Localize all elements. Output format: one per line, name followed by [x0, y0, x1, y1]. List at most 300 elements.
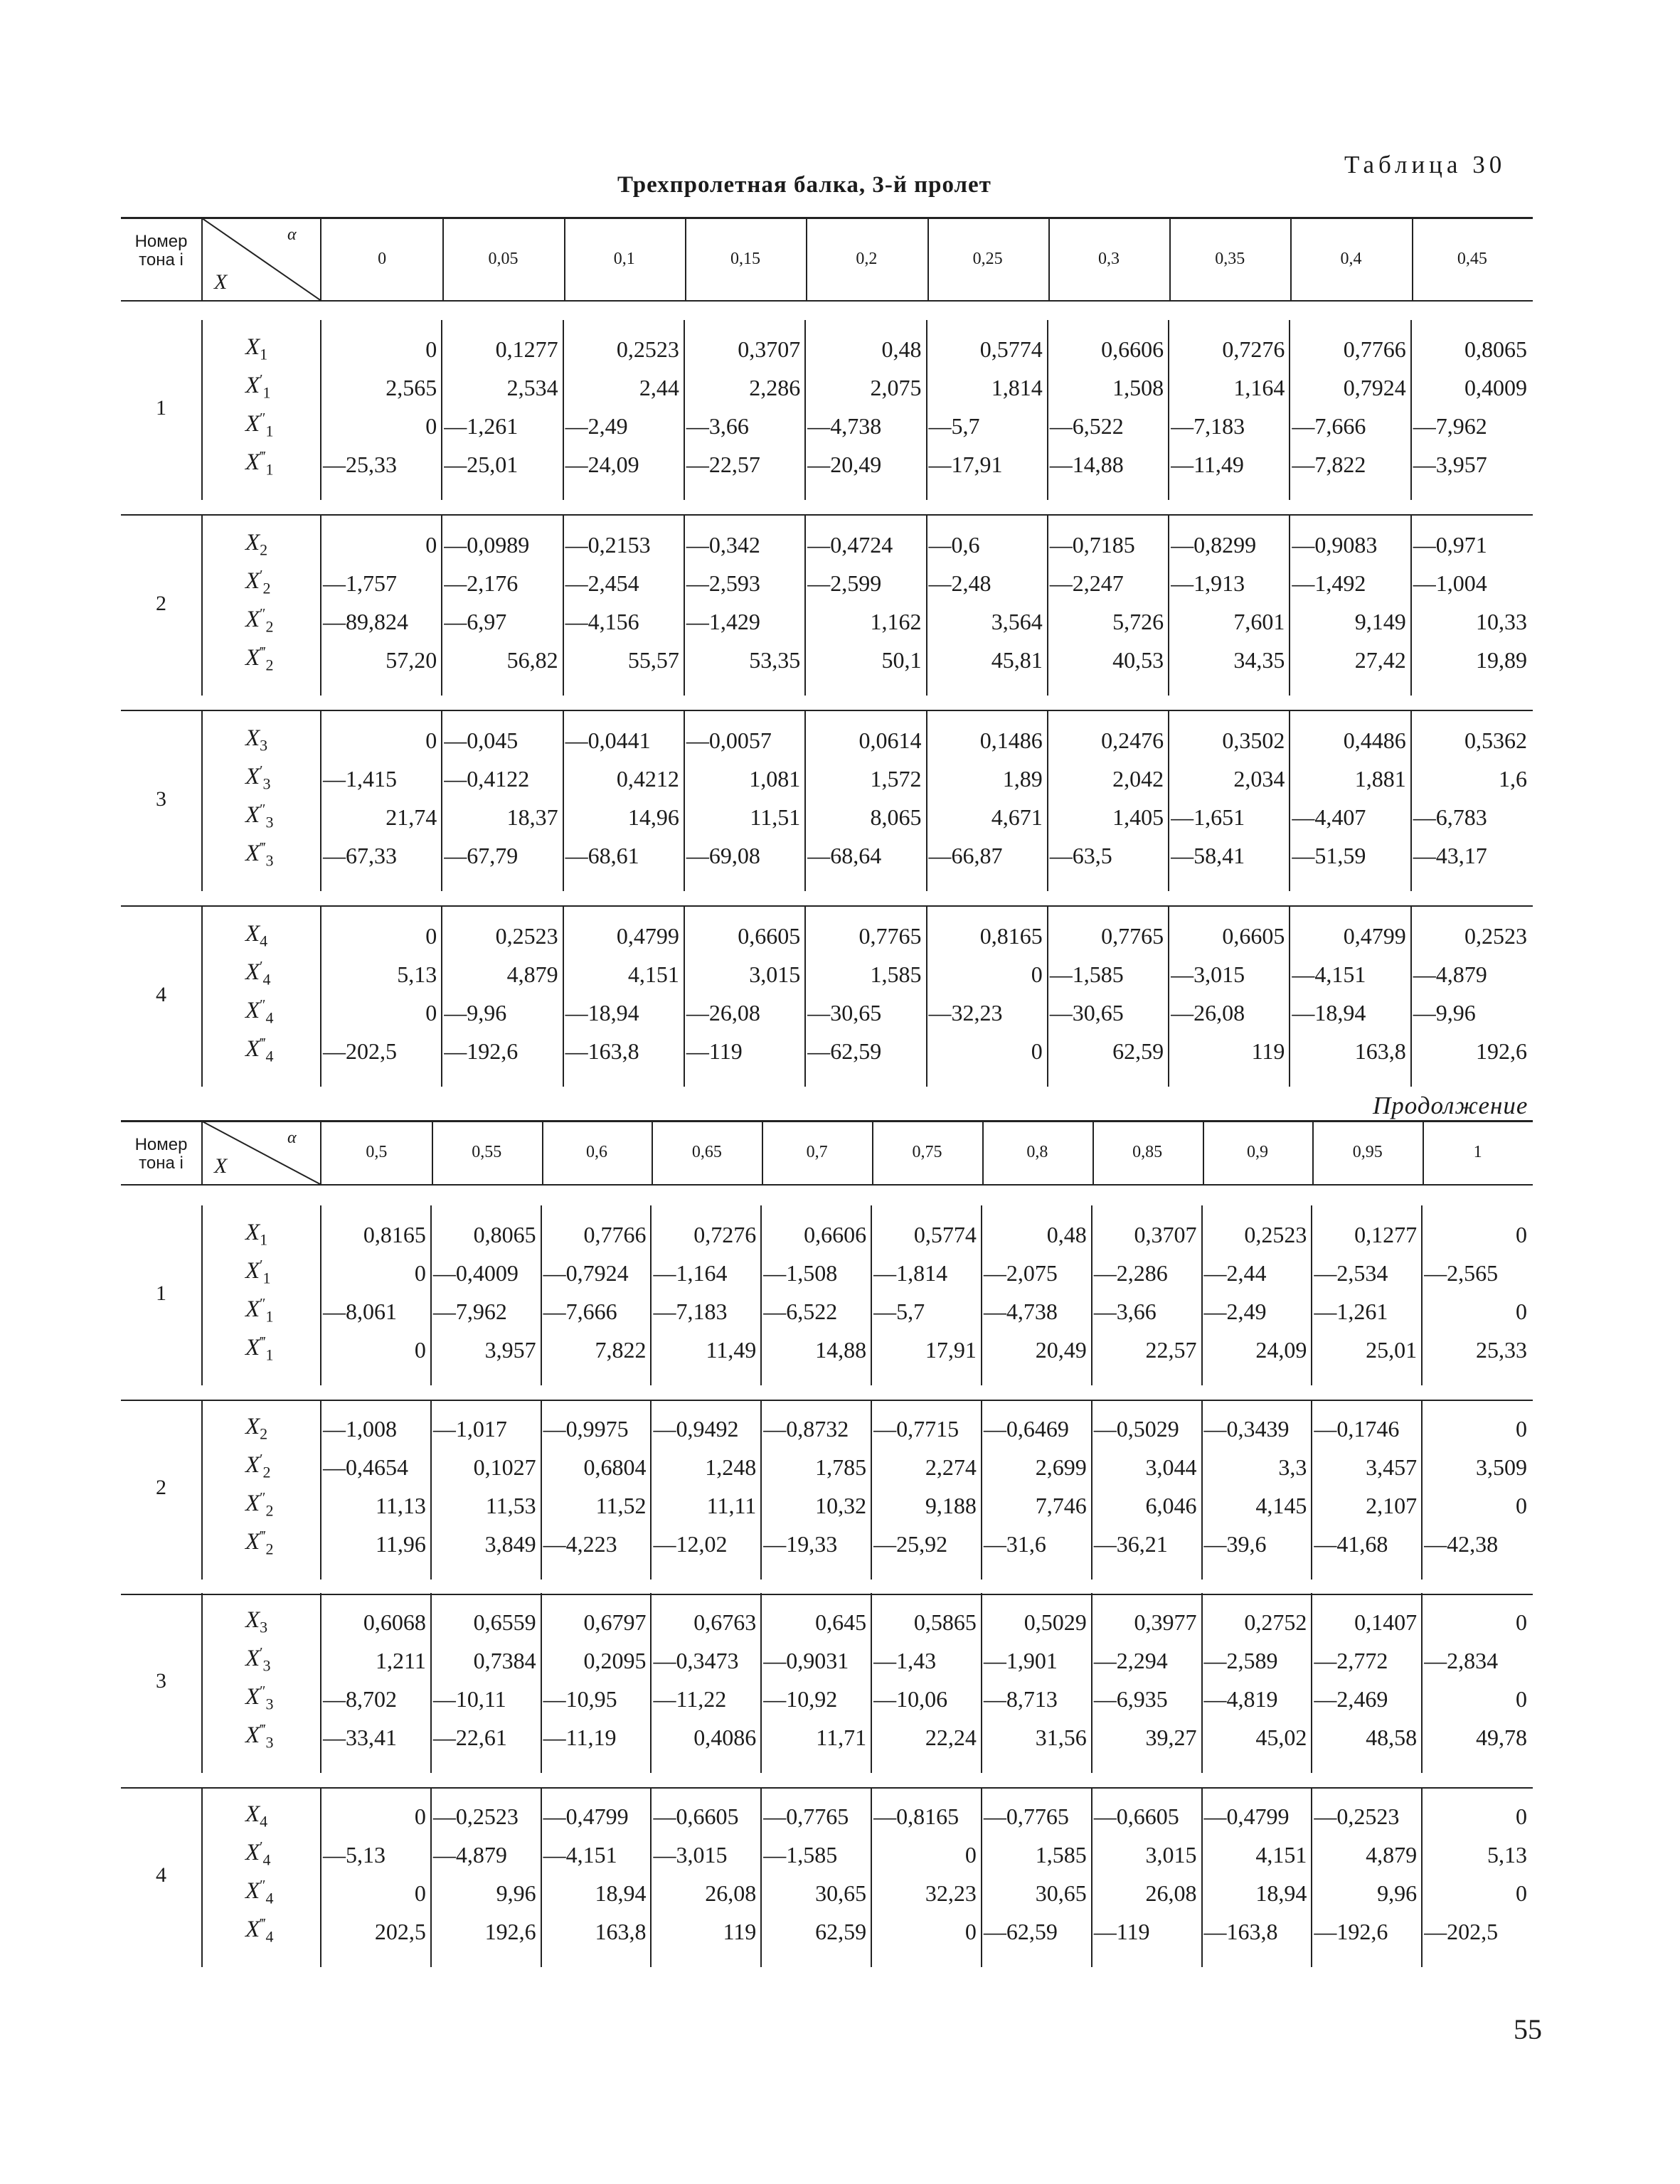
- x-column-label: X: [214, 1154, 228, 1178]
- table-cell: 2,534: [506, 375, 558, 400]
- table-cell: 14,96: [627, 804, 679, 830]
- table-cell: 0,4009: [1464, 375, 1527, 400]
- row-label-index: 2: [262, 1463, 271, 1481]
- alpha-header-cell: 0,5: [366, 1143, 388, 1161]
- row-label-index: 3: [262, 774, 271, 793]
- header-separator: [652, 1120, 653, 1184]
- table-cell: —0,342: [686, 532, 760, 558]
- column-separator: [541, 1400, 542, 1580]
- table-cell: —30,65: [807, 1000, 882, 1026]
- table-cell: 0,7766: [583, 1222, 647, 1247]
- row-label-index: 4: [262, 970, 271, 989]
- table-cell: 3,457: [1366, 1454, 1418, 1480]
- table-cell: 0,2095: [583, 1648, 647, 1673]
- table-cell: —6,783: [1413, 804, 1487, 830]
- table-cell: 3,015: [1145, 1842, 1197, 1868]
- table-cell: 31,56: [1035, 1725, 1087, 1750]
- table-cell: 25,33: [1475, 1337, 1527, 1363]
- table-cell: —62,59: [983, 1919, 1058, 1944]
- table-cell: 1,881: [1354, 766, 1406, 792]
- table-cell: 49,78: [1475, 1725, 1527, 1750]
- table-cell: —66,87: [928, 843, 1003, 868]
- table-cell: —0,1746: [1314, 1416, 1400, 1442]
- row-label-base: X: [245, 1607, 260, 1633]
- alpha-label: α: [287, 225, 297, 244]
- column-separator: [1421, 1400, 1423, 1580]
- column-separator: [201, 1400, 203, 1580]
- table-cell: 0,7276: [1222, 336, 1285, 362]
- table-cell: —6,522: [1049, 413, 1124, 439]
- table-cell: —2,565: [1424, 1260, 1499, 1286]
- column-separator: [1091, 1593, 1092, 1773]
- column-separator: [430, 1400, 432, 1580]
- table-cell: 0,2523: [1244, 1222, 1307, 1247]
- table-cell: —0,8299: [1171, 532, 1257, 558]
- table-cell: 10,33: [1475, 609, 1527, 634]
- table-cell: —0,8732: [763, 1416, 849, 1442]
- table-cell: 1,785: [815, 1454, 867, 1480]
- table-cell: 2,042: [1112, 766, 1164, 792]
- table-cell: 0,1277: [495, 336, 558, 362]
- column-separator: [1311, 1787, 1312, 1967]
- table-cell: 7,746: [1035, 1493, 1087, 1518]
- table-cell: —26,08: [1171, 1000, 1245, 1026]
- alpha-header-cell: 0,35: [1215, 249, 1245, 268]
- table-cell: —0,7715: [873, 1416, 959, 1442]
- header-separator: [1092, 1120, 1094, 1184]
- table-cell: 0,2476: [1101, 728, 1164, 753]
- table-cell: —3,015: [653, 1842, 728, 1868]
- table-cell: —22,57: [686, 452, 760, 477]
- alpha-header-cell: 0,85: [1132, 1143, 1163, 1161]
- row-label: [245, 1296, 274, 1326]
- table-cell: —7,962: [1413, 413, 1487, 439]
- row-label-base: X: [245, 373, 260, 398]
- row-label-prime: ′: [260, 1451, 263, 1467]
- table-cell: —11,22: [653, 1686, 727, 1712]
- column-separator: [1091, 1400, 1092, 1580]
- row-label: [245, 1451, 271, 1482]
- table-cell: 0: [1515, 1416, 1527, 1442]
- header-separator: [982, 1120, 984, 1184]
- column-separator: [871, 1205, 872, 1385]
- table-cell: —7,666: [543, 1299, 617, 1324]
- row-label-index: 2: [260, 1424, 268, 1443]
- table-cell: 0: [425, 336, 437, 362]
- table-cell: 11,53: [485, 1493, 536, 1518]
- table-cell: —2,286: [1093, 1260, 1168, 1286]
- row-label-index: 2: [260, 540, 268, 559]
- column-separator: [981, 1593, 982, 1773]
- table-cell: 2,034: [1233, 766, 1285, 792]
- column-separator: [320, 1787, 321, 1967]
- table-cell: 45,81: [991, 647, 1043, 673]
- table-cell: 39,27: [1145, 1725, 1197, 1750]
- table-cell: —67,79: [444, 843, 519, 868]
- table-cell: —1,415: [323, 766, 397, 792]
- table-cell: —42,38: [1424, 1531, 1499, 1557]
- table-cell: —31,6: [983, 1531, 1046, 1557]
- row-label-prime: ‴: [260, 1722, 266, 1737]
- row-label-base: X: [245, 1917, 260, 1942]
- row-label-base: X: [245, 1878, 260, 1904]
- column-separator: [650, 1593, 652, 1773]
- table-cell: 0,8165: [979, 923, 1043, 949]
- table-cell: 53,35: [749, 647, 801, 673]
- row-label-base: X: [245, 334, 260, 360]
- row-label-index: 1: [262, 383, 271, 402]
- table-cell: 192,6: [1475, 1038, 1527, 1064]
- table-cell: —2,593: [686, 570, 760, 596]
- table-cell: —0,4724: [807, 532, 893, 558]
- table-cell: —18,94: [1292, 1000, 1366, 1026]
- table-cell: 7,601: [1233, 609, 1285, 634]
- alpha-header-cell: 0,8: [1026, 1143, 1048, 1161]
- table-cell: —67,33: [323, 843, 397, 868]
- table-cell: 0,6068: [363, 1609, 426, 1635]
- tone-number: 1: [156, 1282, 166, 1305]
- table-cell: —1,585: [763, 1842, 838, 1868]
- row-label-base: X: [245, 449, 260, 475]
- table-cell: —89,824: [323, 609, 408, 634]
- table-cell: —0,0057: [686, 728, 772, 753]
- alpha-header-cell: 1: [1473, 1143, 1482, 1161]
- table-cell: —20,49: [807, 452, 882, 477]
- table-cell: 45,02: [1255, 1725, 1307, 1750]
- row-label-index: 2: [265, 617, 274, 636]
- table-cell: 4,879: [1366, 1842, 1418, 1868]
- table-cell: 26,08: [1145, 1880, 1197, 1906]
- header-separator: [320, 1120, 321, 1184]
- table-cell: —51,59: [1292, 843, 1366, 868]
- column-separator: [760, 1593, 762, 1773]
- alpha-header-cell: 0,7: [806, 1143, 828, 1161]
- table-cell: 32,23: [925, 1880, 977, 1906]
- row-label: [245, 1490, 274, 1520]
- table-cell: —36,21: [1093, 1531, 1168, 1557]
- table-cell: 0,7765: [858, 923, 922, 949]
- column-separator: [430, 1787, 432, 1967]
- table-cell: 0,645: [815, 1609, 867, 1635]
- table-cell: —5,7: [873, 1299, 925, 1324]
- column-separator: [1421, 1787, 1423, 1967]
- header-separator: [432, 1120, 433, 1184]
- table-cell: 1,572: [870, 766, 922, 792]
- table-cell: 0,5029: [1024, 1609, 1087, 1635]
- table-cell: —2,49: [565, 413, 628, 439]
- table-cell: 0,2523: [616, 336, 679, 362]
- row-label-index: 4: [262, 1850, 271, 1869]
- column-separator: [871, 1400, 872, 1580]
- row-label-index: 1: [262, 1269, 271, 1287]
- row-label-base: X: [245, 645, 260, 671]
- table-cell: 0: [414, 1880, 426, 1906]
- table-cell: —1,43: [873, 1648, 937, 1673]
- table-cell: 11,49: [706, 1337, 757, 1363]
- column-separator: [981, 1787, 982, 1967]
- table-cell: 0: [1515, 1222, 1527, 1247]
- table-cell: 2,286: [749, 375, 801, 400]
- tone-number: 4: [156, 983, 166, 1006]
- row-label: [245, 1722, 274, 1752]
- table-cell: —6,522: [763, 1299, 838, 1324]
- table-cell: —2,48: [928, 570, 991, 596]
- row-label-prime: ′: [260, 1645, 263, 1661]
- table-cell: 56,82: [506, 647, 558, 673]
- table-cell: 62,59: [1112, 1038, 1164, 1064]
- table-cell: —0,3439: [1203, 1416, 1290, 1442]
- row-label: [245, 1257, 271, 1288]
- column-separator: [201, 1787, 203, 1967]
- group-separator-rule: [121, 1594, 1533, 1595]
- table-cell: 24,09: [1255, 1337, 1307, 1363]
- table-cell: —10,06: [873, 1686, 948, 1712]
- alpha-header-cell: 0,55: [472, 1143, 502, 1161]
- table-cell: 2,699: [1035, 1454, 1087, 1480]
- table-cell: —0,4654: [323, 1454, 408, 1480]
- row-label-base: X: [245, 921, 260, 947]
- table-cell: —7,822: [1292, 452, 1366, 477]
- tone-number-header: [121, 1136, 201, 1173]
- table-cell: —10,95: [543, 1686, 617, 1712]
- alpha-header-cell: 0,75: [912, 1143, 942, 1161]
- row-label-index: 3: [262, 1656, 271, 1675]
- row-label-base: X: [245, 841, 260, 866]
- table-cell: —18,94: [565, 1000, 639, 1026]
- table-cell: 0,3502: [1222, 728, 1285, 753]
- table-cell: —2,469: [1314, 1686, 1388, 1712]
- table-cell: 26,08: [705, 1880, 757, 1906]
- table-cell: 119: [1251, 1038, 1285, 1064]
- table-cell: 0,1277: [1354, 1222, 1418, 1247]
- table-cell: 0,6605: [738, 923, 801, 949]
- alpha-header-cell: 0,3: [1097, 249, 1120, 268]
- table-cell: —69,08: [686, 843, 760, 868]
- tone-header-line: тона i: [139, 250, 184, 270]
- table-cell: —8,702: [323, 1686, 397, 1712]
- table-cell: —10,11: [432, 1686, 506, 1712]
- table-cell: 11,52: [595, 1493, 647, 1518]
- row-label-index: 4: [265, 1927, 274, 1946]
- table-cell: 1,405: [1112, 804, 1164, 830]
- table-cell: —3,015: [1171, 962, 1245, 987]
- column-separator: [760, 1787, 762, 1967]
- table-cell: 0: [425, 413, 437, 439]
- column-separator: [1311, 1400, 1312, 1580]
- table-cell: 9,188: [925, 1493, 977, 1518]
- row-label-base: X: [245, 1036, 260, 1062]
- table-cell: 0,4486: [1343, 728, 1406, 753]
- row-label-base: X: [245, 1296, 260, 1322]
- table-cell: —6,97: [444, 609, 507, 634]
- table-cell: 192,6: [484, 1919, 536, 1944]
- table-cell: —0,9031: [763, 1648, 849, 1673]
- tone-number: 4: [156, 1863, 166, 1887]
- table-cell: 48,58: [1366, 1725, 1418, 1750]
- row-label-base: X: [245, 998, 260, 1023]
- table-cell: 4,151: [1255, 1842, 1307, 1868]
- table-cell: 0,7276: [693, 1222, 757, 1247]
- table-cell: —0,4009: [432, 1260, 519, 1286]
- row-label-prime: ″: [260, 1296, 266, 1311]
- table-cell: —4,156: [565, 609, 639, 634]
- table-cell: —7,666: [1292, 413, 1366, 439]
- tone-number: 2: [156, 1476, 166, 1499]
- table-cell: —32,23: [928, 1000, 1003, 1026]
- row-label-base: X: [245, 1414, 260, 1439]
- row-label: [245, 1916, 274, 1946]
- table-cell: —0,4799: [1203, 1804, 1290, 1829]
- alpha-header-cell: 0,1: [613, 249, 635, 268]
- column-separator: [1311, 1205, 1312, 1385]
- table-cell: —9,96: [444, 1000, 507, 1026]
- row-label-base: X: [245, 1722, 260, 1748]
- table-cell: 5,13: [397, 962, 437, 987]
- table-cell: 11,51: [750, 804, 801, 830]
- table-cell: 0: [1515, 1493, 1527, 1518]
- row-label-index: 1: [260, 345, 268, 363]
- table-cell: 0,5774: [979, 336, 1043, 362]
- table-cell: —0,0989: [444, 532, 530, 558]
- tone-header-line: Номер: [134, 1135, 188, 1154]
- alpha-header-cell: 0,6: [586, 1143, 608, 1161]
- table-cell: 30,65: [815, 1880, 867, 1906]
- column-separator: [201, 1205, 203, 1385]
- row-label-prime: ″: [260, 997, 266, 1013]
- row-label-base: X: [245, 1335, 260, 1360]
- row-label-index: 1: [265, 422, 274, 440]
- column-separator: [1311, 1593, 1312, 1773]
- table-cell: 0: [1515, 1804, 1527, 1829]
- table-cell: —0,7924: [543, 1260, 629, 1286]
- page-number: 55: [1514, 2013, 1542, 2045]
- table-cell: —1,913: [1171, 570, 1245, 596]
- row-label: [245, 1801, 267, 1831]
- row-label-base: X: [245, 802, 260, 828]
- table-cell: —163,8: [565, 1038, 639, 1064]
- table-cell: 1,585: [1035, 1842, 1087, 1868]
- table-cell: —192,6: [1314, 1919, 1388, 1944]
- alpha-label: α: [287, 1129, 297, 1147]
- alpha-header-cell: 0,45: [1457, 249, 1487, 268]
- row-label: [245, 1528, 274, 1559]
- table-top-rule: [121, 1120, 1533, 1122]
- column-separator: [541, 1205, 542, 1385]
- table-cell: 50,1: [881, 647, 922, 673]
- row-label-index: 2: [265, 1540, 274, 1558]
- table-cell: 0: [425, 728, 437, 753]
- table-cell: 1,248: [705, 1454, 757, 1480]
- table-cell: 3,044: [1145, 1454, 1197, 1480]
- row-label-base: X: [245, 1646, 260, 1671]
- row-label-base: X: [245, 959, 260, 985]
- column-separator: [1201, 1400, 1203, 1580]
- table-cell: —19,33: [763, 1531, 838, 1557]
- table-cell: 0,3707: [1134, 1222, 1197, 1247]
- table-cell: 0: [414, 1260, 426, 1286]
- table-cell: —1,261: [1314, 1299, 1388, 1324]
- row-label-index: 1: [260, 1230, 268, 1249]
- table-cell: —1,508: [763, 1260, 838, 1286]
- table-cell: 4,879: [506, 962, 558, 987]
- table-cell: —119: [1093, 1919, 1150, 1944]
- table-cell: 1,508: [1112, 375, 1164, 400]
- header-separator: [872, 1120, 873, 1184]
- column-separator: [541, 1787, 542, 1967]
- table-cell: 11,11: [706, 1493, 757, 1518]
- table-cell: —5,13: [323, 1842, 386, 1868]
- table-cell: —30,65: [1049, 1000, 1124, 1026]
- table-cell: —12,02: [653, 1531, 728, 1557]
- table-cell: —0,5029: [1093, 1416, 1179, 1442]
- table-cell: —7,183: [653, 1299, 728, 1324]
- table-cell: 0,48: [881, 336, 922, 362]
- alpha-header-cell: 0,9: [1246, 1143, 1268, 1161]
- row-label-base: X: [245, 530, 260, 555]
- alpha-header-cell: 0,25: [972, 249, 1003, 268]
- row-label-prime: ′: [260, 372, 263, 388]
- table-cell: 9,96: [1377, 1880, 1418, 1906]
- table-cell: —0,9083: [1292, 532, 1378, 558]
- table-cell: —0,045: [444, 728, 519, 753]
- table-cell: 0,48: [1046, 1222, 1087, 1247]
- table-cell: —22,61: [432, 1725, 507, 1750]
- row-label-prime: ‴: [260, 840, 266, 856]
- table-cell: —25,01: [444, 452, 519, 477]
- table-cell: 0: [414, 1337, 426, 1363]
- table-cell: 0: [425, 923, 437, 949]
- table-cell: —1,164: [653, 1260, 728, 1286]
- column-separator: [1421, 1205, 1423, 1385]
- table-cell: 0: [1031, 1038, 1043, 1064]
- table-cell: 19,89: [1475, 647, 1527, 673]
- table-cell: —0,971: [1413, 532, 1487, 558]
- table-cell: 202,5: [374, 1919, 426, 1944]
- column-separator: [430, 1593, 432, 1773]
- table-cell: 0,6797: [583, 1609, 647, 1635]
- column-separator: [320, 1593, 321, 1773]
- table-cell: 0: [964, 1842, 977, 1868]
- alpha-header-cell: 0,05: [488, 249, 519, 268]
- table-cell: 4,671: [991, 804, 1043, 830]
- table-cell: —3,66: [686, 413, 749, 439]
- table-cell: —2,834: [1424, 1648, 1499, 1673]
- table-cell: 119: [723, 1919, 757, 1944]
- row-label-base: X: [245, 764, 260, 789]
- header-separator: [762, 1120, 763, 1184]
- row-label-index: 3: [265, 851, 274, 870]
- table-cell: 1,211: [376, 1648, 426, 1673]
- table-cell: 0,3707: [738, 336, 801, 362]
- row-label-index: 3: [265, 1695, 274, 1713]
- table-cell: —2,589: [1203, 1648, 1278, 1673]
- column-separator: [1201, 1593, 1203, 1773]
- row-label-prime: ‴: [260, 449, 266, 464]
- table-cell: —0,0441: [565, 728, 651, 753]
- table-cell: —2,454: [565, 570, 639, 596]
- table-cell: —163,8: [1203, 1919, 1278, 1944]
- row-label-prime: ″: [260, 1683, 266, 1699]
- column-separator: [981, 1400, 982, 1580]
- table-cell: —1,004: [1413, 570, 1487, 596]
- row-label-index: 1: [265, 1346, 274, 1364]
- column-separator: [760, 1400, 762, 1580]
- table-cell: 1,89: [1002, 766, 1043, 792]
- row-label-index: 2: [265, 656, 274, 674]
- row-label-prime: ″: [260, 1877, 266, 1893]
- table-cell: —0,4122: [444, 766, 530, 792]
- table-cell: 3,849: [484, 1531, 536, 1557]
